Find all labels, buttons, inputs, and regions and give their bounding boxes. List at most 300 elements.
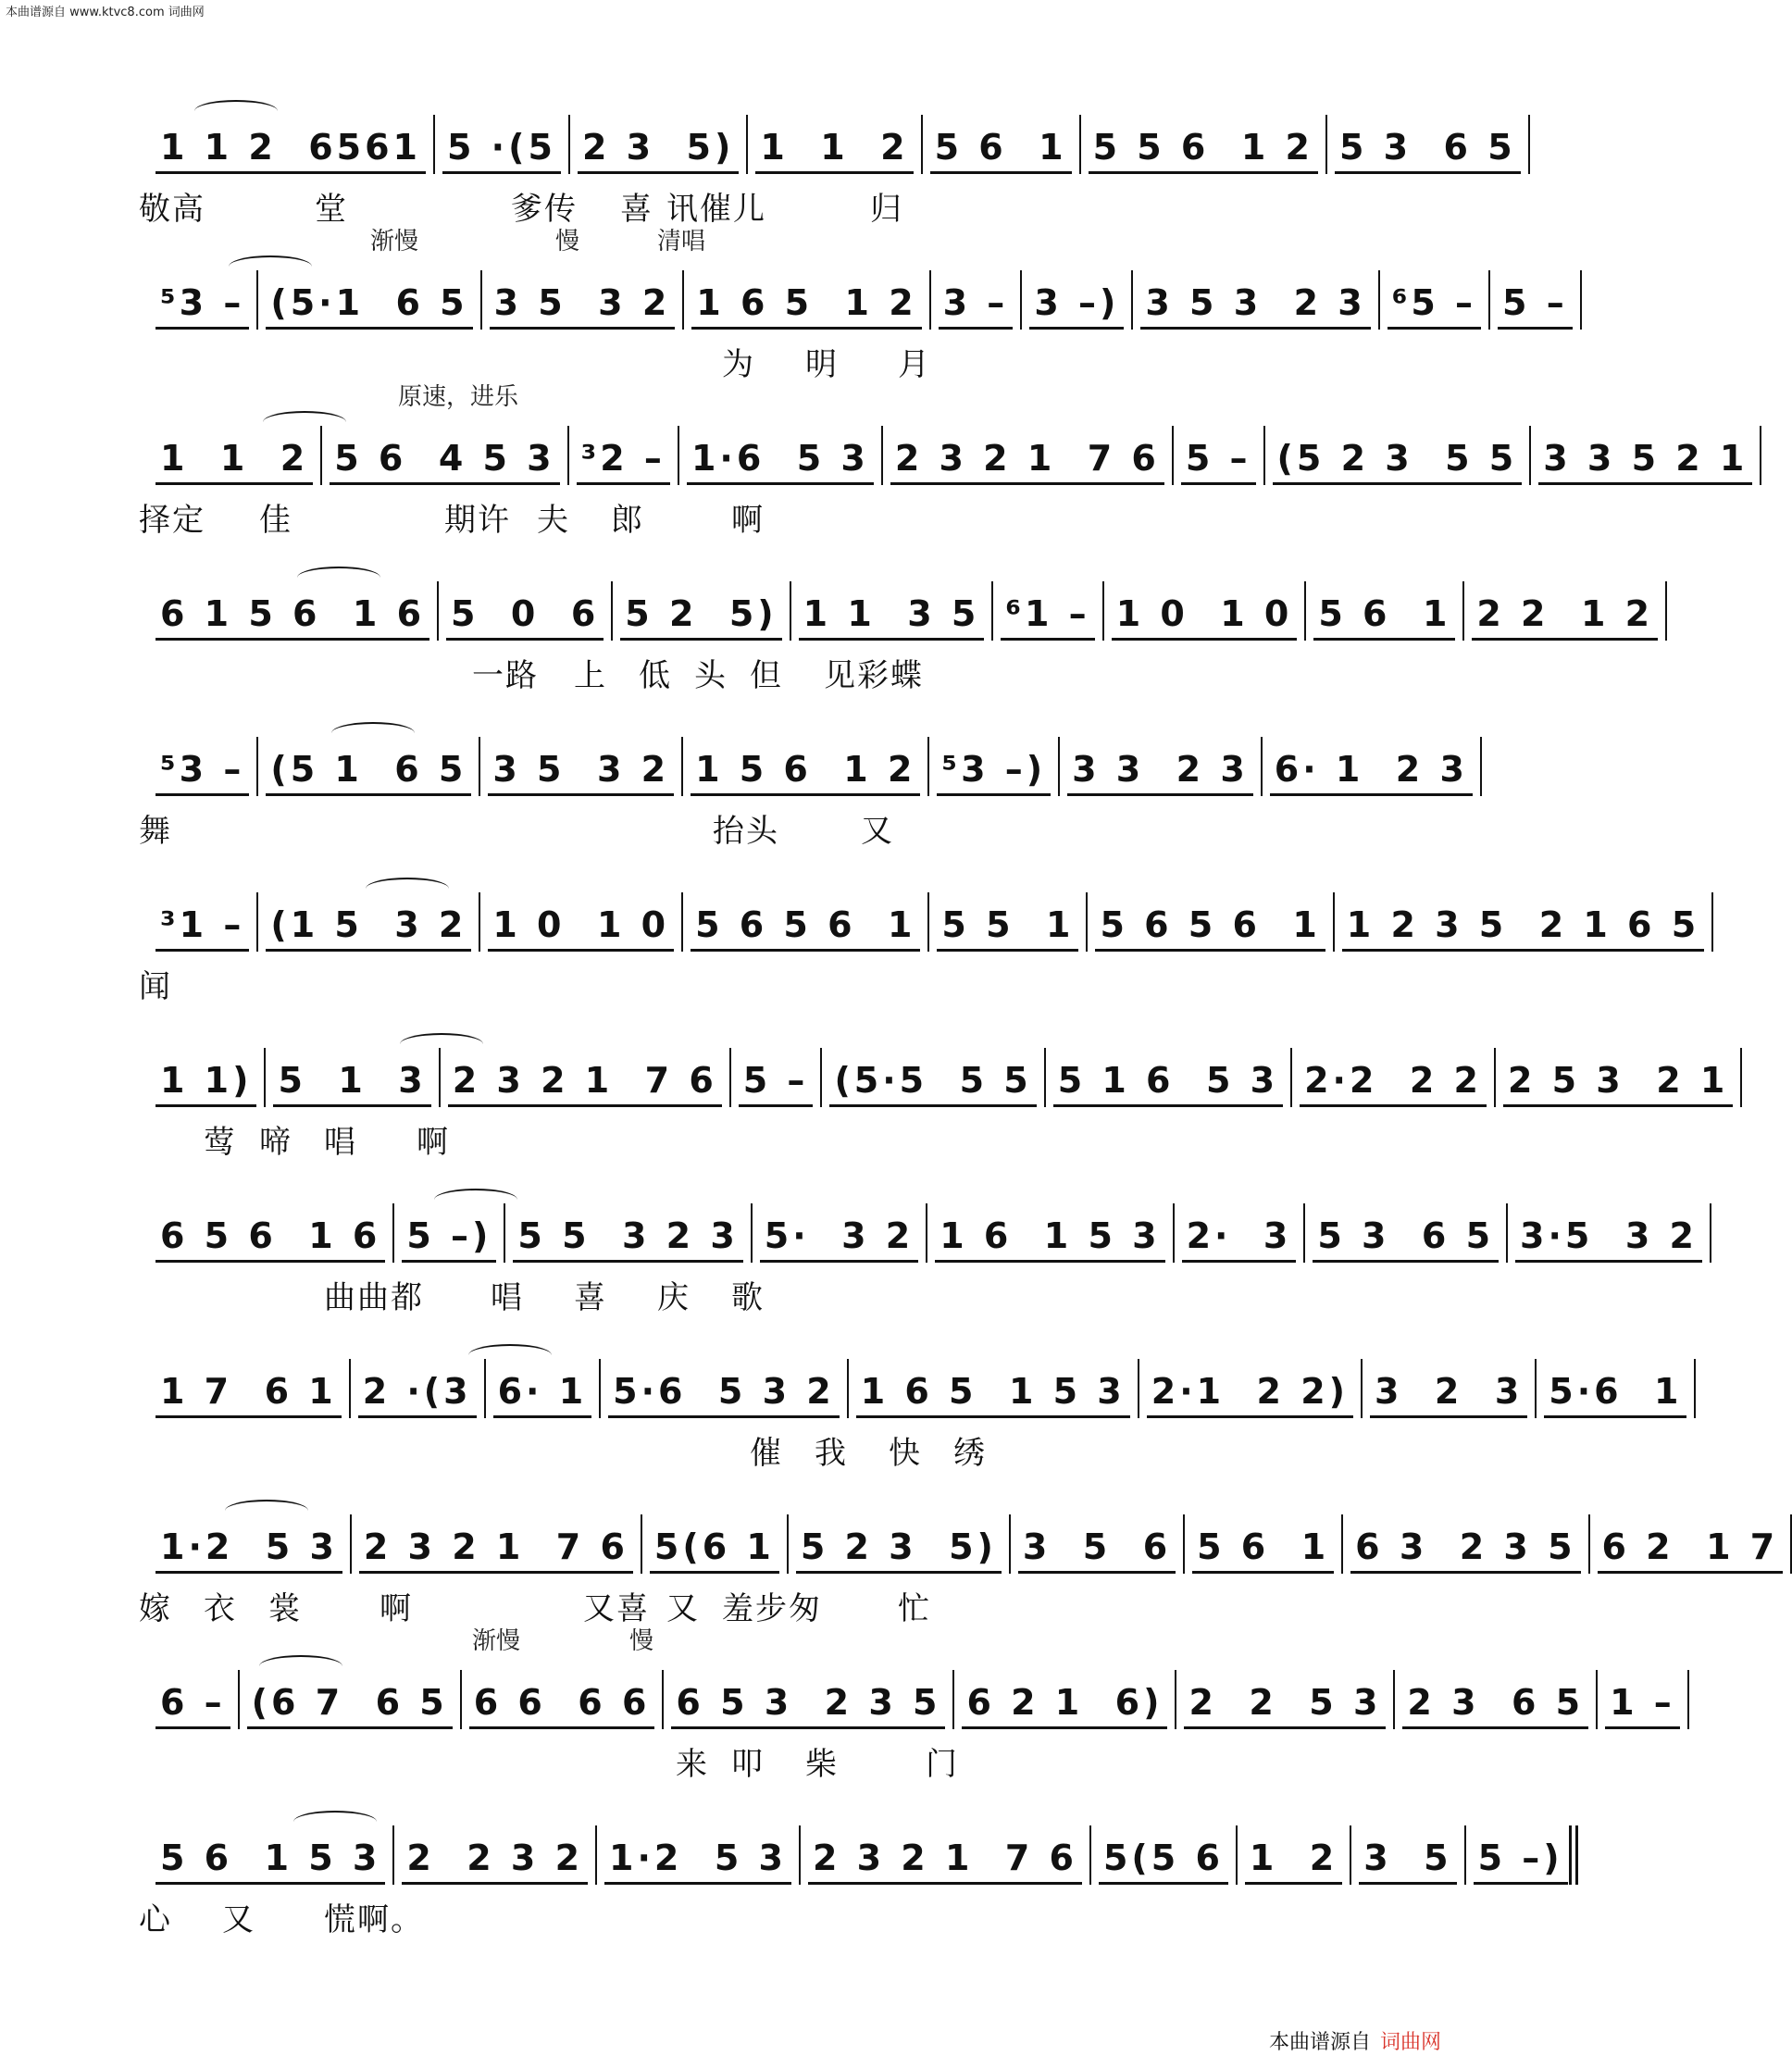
measure: 6 2 1 7 — [1598, 1523, 1784, 1574]
lyric-word: 堂 — [315, 191, 348, 228]
lyrics-line — [139, 1738, 1324, 1783]
barline — [437, 581, 439, 641]
lyric-word: 讯催儿 — [666, 191, 766, 228]
lyric-word: 叩 — [731, 1746, 765, 1783]
barline — [1325, 115, 1327, 174]
barline — [681, 737, 683, 796]
barline — [1506, 1203, 1508, 1263]
tempo-marks — [139, 67, 1324, 94]
measure: 2 5 3 2 1 — [1503, 1056, 1733, 1107]
score-system — [139, 1153, 1698, 1316]
lyric-word: 明 — [805, 346, 839, 383]
measure: 2 ·(3 — [358, 1367, 477, 1418]
score-system — [139, 531, 1654, 694]
measure: 6· 1 2 3 — [1270, 745, 1473, 796]
measure: 1 7 6 1 — [156, 1367, 342, 1418]
barline — [1183, 1514, 1185, 1574]
measure: 1 1 3 5 — [799, 590, 985, 641]
measure: 1 1 2 — [156, 434, 313, 485]
measure: 3 3 2 3 — [1067, 745, 1253, 796]
lyric-word: 见彩蝶 — [824, 657, 924, 694]
measure: 5 6 5 6 1 — [1095, 901, 1325, 952]
barline — [1711, 892, 1713, 952]
note-line — [139, 1353, 1683, 1418]
barline — [1290, 1048, 1292, 1107]
measure: 3·5 3 2 — [1515, 1212, 1702, 1263]
barline — [1009, 1514, 1011, 1574]
barline — [1086, 892, 1088, 952]
barline — [256, 270, 258, 330]
tempo-mark: 原速，进乐 — [398, 383, 519, 411]
measure: (5·5 5 5 — [829, 1056, 1036, 1107]
lyric-word: 羞步匆 — [722, 1590, 822, 1627]
lyric-word: 莺 — [204, 1124, 237, 1161]
note-line — [139, 1509, 1779, 1574]
barline — [392, 1825, 394, 1885]
measure: 2 3 2 1 7 6 — [890, 434, 1164, 485]
barline — [927, 737, 929, 796]
tempo-mark: 渐慢 — [370, 228, 419, 255]
lyric-word: 上 — [574, 657, 607, 694]
measure: 5 – — [1181, 434, 1256, 485]
lyric-word: 择定 — [139, 502, 205, 539]
barline — [595, 1825, 597, 1885]
barline — [678, 426, 679, 485]
lyrics-line — [139, 1116, 1324, 1161]
lyrics-line — [139, 339, 1324, 383]
lyrics-line — [139, 1427, 1324, 1472]
measure: 1 5 6 1 2 — [691, 745, 920, 796]
numbered-music-score — [139, 65, 1779, 1938]
barline — [1575, 1825, 1578, 1885]
tempo-marks — [139, 1466, 1324, 1494]
measure: 3 5 6 — [1018, 1523, 1176, 1574]
barline — [662, 1670, 664, 1729]
measure: 1 0 1 0 — [488, 901, 674, 952]
tempo-marks — [139, 1000, 1324, 1028]
barline — [1535, 1359, 1537, 1418]
barline — [641, 1514, 642, 1574]
measure: 3 5 — [1359, 1834, 1456, 1885]
barline — [1044, 1048, 1046, 1107]
lyric-word: 催 — [750, 1435, 783, 1472]
barline — [1588, 1514, 1590, 1574]
slur-mark — [331, 722, 415, 744]
slur-mark — [434, 1189, 517, 1211]
note-line — [139, 109, 1516, 174]
lyric-word: 抬头 — [713, 813, 779, 850]
measure: 5 2 5) — [620, 590, 781, 641]
measure: 1 6 1 5 3 — [935, 1212, 1164, 1263]
barline — [929, 270, 931, 330]
lyric-word: 曲曲都 — [324, 1279, 424, 1316]
measure: 5 –) — [1474, 1834, 1568, 1885]
tempo-mark: 慢 — [629, 1627, 654, 1655]
measure: 5 6 1 5 3 — [156, 1834, 385, 1885]
measure: 5 0 6 — [446, 590, 604, 641]
measure: ⁶5 – — [1388, 279, 1481, 330]
lyric-word: 期许 — [444, 502, 511, 539]
measure: 6 6 6 6 — [469, 1678, 655, 1729]
measure: 5 6 4 5 3 — [330, 434, 559, 485]
tempo-mark: 渐慢 — [472, 1627, 521, 1655]
measure: 2 3 5) — [578, 123, 739, 174]
barline — [350, 1514, 352, 1574]
tempo-marks — [139, 689, 1324, 716]
measure: ³2 – — [577, 434, 670, 485]
lyric-word: 门 — [926, 1746, 959, 1783]
barline — [1102, 581, 1104, 641]
barline — [927, 892, 929, 952]
barline — [1760, 426, 1761, 485]
lyrics-line — [139, 494, 1324, 539]
measure: 2·1 2 2) — [1147, 1367, 1353, 1418]
slur-mark — [225, 1500, 308, 1522]
barline — [1089, 1825, 1091, 1885]
barline — [1020, 270, 1022, 330]
barline — [1236, 1825, 1238, 1885]
barline — [479, 737, 480, 796]
barline — [1263, 426, 1265, 485]
measure: 5 6 1 — [1192, 1523, 1334, 1574]
measure: 5 – — [1498, 279, 1573, 330]
barline — [881, 426, 883, 485]
measure: 5 ·(5 — [442, 123, 561, 174]
measure: 1 1 2 6561 — [156, 123, 426, 174]
barline — [1596, 1670, 1598, 1729]
measure: 2·2 2 2 — [1300, 1056, 1487, 1107]
barline — [349, 1359, 351, 1418]
lyric-word: 慌啊。 — [324, 1901, 424, 1938]
measure: ³1 – — [156, 901, 249, 952]
lyric-word: 月 — [898, 346, 931, 383]
lyric-word: 心 — [139, 1901, 172, 1938]
measure: 5 5 6 1 2 — [1089, 123, 1318, 174]
score-system — [139, 376, 1748, 539]
lyrics-line — [139, 1894, 1324, 1938]
measure: 5 5 1 — [937, 901, 1078, 952]
barline — [504, 1203, 505, 1263]
barline — [820, 1048, 822, 1107]
measure: 3 – — [939, 279, 1014, 330]
lyric-word: 啊 — [731, 502, 765, 539]
barline — [1303, 1203, 1305, 1263]
lyric-word: 又喜 — [583, 1590, 650, 1627]
measure: 1·2 5 3 — [604, 1834, 791, 1885]
lyric-word: 舞 — [139, 813, 172, 850]
barline — [1378, 270, 1380, 330]
barline — [1464, 1825, 1466, 1885]
lyric-word: 闻 — [139, 968, 172, 1005]
barline — [480, 270, 482, 330]
barline — [682, 270, 684, 330]
barline — [1261, 737, 1263, 796]
lyric-word: 唱 — [491, 1279, 524, 1316]
slur-mark — [366, 878, 449, 900]
barline — [1665, 581, 1667, 641]
measure: 6 2 1 6) — [962, 1678, 1167, 1729]
measure: 1 6 5 1 5 3 — [856, 1367, 1130, 1418]
measure: (6 7 6 5 — [247, 1678, 453, 1729]
tempo-marks — [139, 1155, 1324, 1183]
tempo-mark: 慢 — [555, 228, 580, 255]
measure: 1 0 1 0 — [1112, 590, 1298, 641]
slur-mark — [259, 1655, 342, 1677]
barline — [1710, 1203, 1711, 1263]
measure: 5·6 1 — [1544, 1367, 1686, 1418]
note-line — [139, 265, 1568, 330]
barline — [1529, 426, 1531, 485]
barline — [1488, 270, 1490, 330]
lyric-word: 喜 — [620, 191, 653, 228]
barline — [433, 115, 435, 174]
measure: 1·6 5 3 — [687, 434, 874, 485]
lyric-word: 衣 — [204, 1590, 237, 1627]
score-system — [139, 220, 1568, 383]
lyric-word: 绣 — [953, 1435, 987, 1472]
measure: 1 – — [1605, 1678, 1680, 1729]
lyric-word: 歌 — [731, 1279, 765, 1316]
barline — [439, 1048, 441, 1107]
slur-mark — [400, 1033, 483, 1055]
barline — [460, 1670, 462, 1729]
measure: ⁶1 – — [1001, 590, 1094, 641]
barline — [1393, 1670, 1395, 1729]
tempo-marks — [139, 378, 1324, 411]
slur-mark — [263, 411, 346, 433]
barline — [926, 1203, 927, 1263]
slur-mark — [297, 567, 380, 589]
measure: 2 2 3 2 — [402, 1834, 588, 1885]
tempo-marks — [139, 533, 1324, 561]
measure: ⁵3 – — [156, 279, 249, 330]
lyric-word: 又 — [222, 1901, 255, 1938]
barline — [921, 115, 923, 174]
barline — [799, 1825, 801, 1885]
barline — [847, 1359, 849, 1418]
lyric-word: 柴 — [805, 1746, 839, 1783]
measure: 5 1 6 5 3 — [1053, 1056, 1283, 1107]
lyric-word: 又 — [666, 1590, 700, 1627]
footer-site-link[interactable]: 词曲网 — [1379, 2031, 1441, 2054]
barline — [1058, 737, 1060, 796]
score-system — [139, 687, 1468, 850]
tempo-marks — [139, 844, 1324, 872]
measure: 5 3 6 5 — [1335, 123, 1521, 174]
lyric-word: 但 — [750, 657, 783, 694]
score-system — [139, 998, 1729, 1161]
measure: (1 5 3 2 — [266, 901, 471, 952]
barline — [1304, 581, 1306, 641]
note-line — [139, 1042, 1729, 1107]
measure: ⁵3 –) — [937, 745, 1051, 796]
barline — [1341, 1514, 1343, 1574]
slur-mark — [194, 100, 278, 122]
measure: 2 3 2 1 7 6 — [359, 1523, 633, 1574]
lyric-word: 归 — [870, 191, 903, 228]
barline — [1694, 1359, 1696, 1418]
measure: 5 6 5 6 1 — [691, 901, 920, 952]
lyrics-line — [139, 961, 1324, 1005]
header-source-text: 本曲谱源自 www.ktvc8.com 词曲网 — [6, 6, 205, 19]
measure: 5 6 1 — [1313, 590, 1455, 641]
score-system — [139, 1309, 1683, 1472]
measure: 5 5 3 2 3 — [513, 1212, 742, 1263]
lyric-word: 唱 — [324, 1124, 357, 1161]
measure: 6 5 3 2 3 5 — [671, 1678, 945, 1729]
measure: 6· 1 — [493, 1367, 592, 1418]
barline — [1172, 426, 1174, 485]
measure: 1 1 2 — [755, 123, 913, 174]
barline — [1462, 581, 1464, 641]
lyric-word: 忙 — [898, 1590, 931, 1627]
score-system — [139, 1620, 1675, 1783]
measure: 3 5 3 2 — [490, 279, 676, 330]
barline — [238, 1670, 240, 1729]
note-line — [139, 731, 1468, 796]
lyrics-line — [139, 1583, 1324, 1627]
score-system — [139, 842, 1700, 1005]
barline — [746, 115, 748, 174]
measure: 3 –) — [1029, 279, 1124, 330]
score-system — [139, 1775, 1563, 1938]
lyric-word: 敬高 — [139, 191, 205, 228]
barline — [1740, 1048, 1742, 1107]
barline — [256, 892, 258, 952]
lyric-word: 庆 — [657, 1279, 691, 1316]
lyric-word: 头 — [694, 657, 728, 694]
barline — [751, 1203, 753, 1263]
barline — [952, 1670, 954, 1729]
lyric-word: 爹传 — [511, 191, 578, 228]
lyric-word: 来 — [676, 1746, 709, 1783]
barline — [484, 1359, 486, 1418]
lyric-word: 嫁 — [139, 1590, 172, 1627]
measure: 3 2 3 — [1370, 1367, 1527, 1418]
measure: 6 5 6 1 6 — [156, 1212, 385, 1263]
measure: 1 2 — [1245, 1834, 1342, 1885]
lyric-word: 我 — [815, 1435, 848, 1472]
lyrics-line — [139, 650, 1324, 694]
barline — [611, 581, 613, 641]
measure: 5 1 3 — [273, 1056, 430, 1107]
lyric-word: 为 — [722, 346, 755, 383]
barline — [599, 1359, 601, 1418]
barline — [1131, 270, 1133, 330]
barline — [1480, 737, 1482, 796]
lyrics-line — [139, 183, 1324, 228]
measure: 1 2 3 5 2 1 6 5 — [1342, 901, 1704, 952]
measure: 2 2 1 2 — [1472, 590, 1658, 641]
note-line — [139, 887, 1700, 952]
measure: 3 5 3 2 — [488, 745, 674, 796]
barline — [1528, 115, 1530, 174]
lyric-word: 快 — [889, 1435, 922, 1472]
measure: 5 3 6 5 — [1313, 1212, 1499, 1263]
measure: 3 5 3 2 3 — [1140, 279, 1370, 330]
measure: (5 2 3 5 5 — [1273, 434, 1523, 485]
barline — [479, 892, 480, 952]
measure: 5(6 1 — [650, 1523, 779, 1574]
measure: 2 3 2 1 7 6 — [808, 1834, 1082, 1885]
barline — [1361, 1359, 1363, 1418]
lyric-word: 啊 — [380, 1590, 413, 1627]
measure: 6 3 2 3 5 — [1350, 1523, 1580, 1574]
slur-mark — [293, 1811, 377, 1833]
measure: 3 3 5 2 1 — [1538, 434, 1752, 485]
lyric-word: 喜 — [574, 1279, 607, 1316]
score-system — [139, 1464, 1779, 1627]
barline — [256, 737, 258, 796]
lyric-word: 低 — [639, 657, 672, 694]
lyric-word: 一路 — [472, 657, 539, 694]
barline — [1580, 270, 1582, 330]
lyric-word: 裳 — [268, 1590, 302, 1627]
barline — [1079, 115, 1081, 174]
barline — [790, 581, 791, 641]
barline — [392, 1203, 394, 1263]
measure: 5· 3 2 — [760, 1212, 918, 1263]
lyric-word: 夫 — [537, 502, 570, 539]
slur-mark — [468, 1344, 552, 1366]
measure: 2· 3 — [1182, 1212, 1297, 1263]
lyrics-line — [139, 1272, 1324, 1316]
barline — [568, 115, 570, 174]
lyric-word: 啼 — [259, 1124, 292, 1161]
barline — [1333, 892, 1335, 952]
barline — [1350, 1825, 1351, 1885]
tempo-marks — [139, 1622, 1324, 1655]
measure: 1·2 5 3 — [156, 1523, 342, 1574]
lyric-word: 郎 — [611, 502, 644, 539]
barline — [1175, 1670, 1176, 1729]
measure: 5 –) — [402, 1212, 496, 1263]
footer-source-text: 本曲谱源自 — [1268, 2031, 1371, 2054]
measure: 5(5 6 — [1099, 1834, 1228, 1885]
measure: 5 6 1 — [930, 123, 1072, 174]
barline — [1138, 1359, 1139, 1418]
measure: 2 3 6 5 — [1402, 1678, 1588, 1729]
barline — [1494, 1048, 1496, 1107]
score-system — [139, 65, 1516, 228]
tempo-marks — [139, 1777, 1324, 1805]
measure: 6 – — [156, 1678, 230, 1729]
barline — [681, 892, 683, 952]
lyric-word: 啊 — [417, 1124, 450, 1161]
lyric-word: 佳 — [259, 502, 292, 539]
measure: (5 1 6 5 — [266, 745, 471, 796]
lyric-word: 又 — [861, 813, 894, 850]
note-line — [139, 1198, 1698, 1263]
barline — [991, 581, 993, 641]
tempo-mark: 清唱 — [657, 228, 706, 255]
barline — [264, 1048, 266, 1107]
tempo-marks — [139, 222, 1324, 255]
measure: 2 2 5 3 — [1184, 1678, 1386, 1729]
lyrics-line — [139, 805, 1324, 850]
barline — [1173, 1203, 1175, 1263]
measure: 6 1 5 6 1 6 — [156, 590, 429, 641]
barline — [567, 426, 569, 485]
measure: 1 1) — [156, 1056, 256, 1107]
measure: 5·6 5 3 2 — [608, 1367, 840, 1418]
tempo-marks — [139, 1311, 1324, 1339]
barline — [320, 426, 322, 485]
measure: (5·1 6 5 — [266, 279, 472, 330]
measure: 1 6 5 1 2 — [691, 279, 921, 330]
measure: ⁵3 – — [156, 745, 249, 796]
slur-mark — [229, 255, 312, 278]
